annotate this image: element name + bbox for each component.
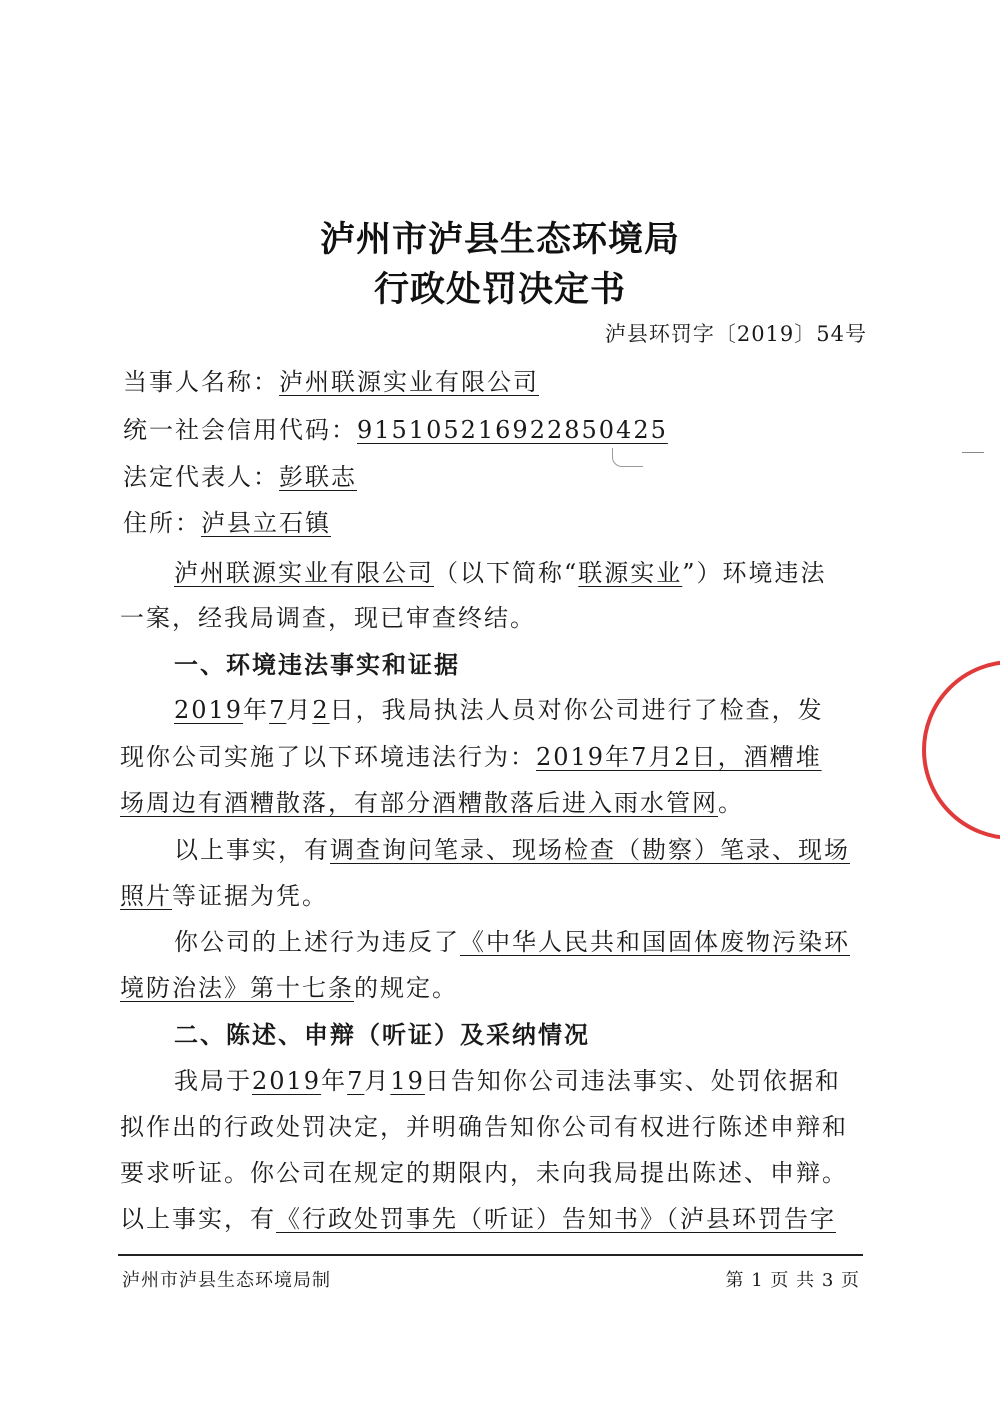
text: 以上事实，有 [120,1205,276,1233]
legal-rep-row [123,457,357,492]
section2-heading: 二、陈述、申辩（听证）及采纳情况 [174,1021,590,1049]
document-number: 泸县环罚字〔2019〕54号 [604,322,867,346]
section1-p2-line1 [174,830,850,865]
address-value: 泸县立石镇 [201,509,331,537]
intro-short-name: 联源实业 [578,559,683,587]
evidence-text: 调查询问笔录、现场检查（勘察）笔录、现场 [330,836,850,864]
credit-code-row [123,410,668,445]
date-day: 19 [390,1067,425,1095]
text: 年 [243,696,270,724]
section2-line1 [174,1061,841,1096]
party-name-value: 泸州联源实业有限公司 [279,368,539,396]
text: 日告知你公司违法事实、处罚依据和 [424,1067,841,1095]
notice-text: 《行政处罚事先（听证）告知书》（泸县环罚告字 [276,1205,836,1233]
date-day: 2 [312,696,330,724]
law-text: 境防治法》第十七条 [120,974,354,1002]
intro-text: （以下简称“ [434,559,579,587]
text: 月 [364,1067,391,1095]
legal-rep-value: 彭联志 [279,463,357,491]
date-month: 7 [347,1067,365,1095]
footer-page-number: 第 1 页 共 3 页 [725,1270,860,1291]
text: 月 [286,696,313,724]
credit-code-label: 统一社会信用代码： [123,416,357,444]
intro-line-2: 一案，经我局调查，现已审查终结。 [120,604,536,632]
footer-issuer: 泸州市泸县生态环境局制 [122,1270,331,1291]
date-year: 2019 [252,1067,322,1095]
text: 以上事实，有 [174,836,330,864]
violation-text: 2019年7月2日，酒糟堆 [536,743,822,771]
party-name-label: 当事人名称： [123,368,279,396]
text: 等证据为凭。 [172,882,328,910]
text: 你公司的上述行为违反了 [174,928,460,956]
section2-line3: 要求听证。你公司在规定的期限内，未向我局提出陈述、申辩。 [120,1159,848,1187]
text: 日，我局执法人员对你公司进行了检查，发 [329,696,824,724]
legal-rep-label: 法定代表人： [123,463,279,491]
section1-p1-line2 [120,737,822,772]
intro-line-1 [174,553,827,588]
text: 的规定。 [354,974,458,1002]
section1-heading: 一、环境违法事实和证据 [174,651,460,679]
section2-line2: 拟作出的行政处罚决定，并明确告知你公司有权进行陈述申辩和 [120,1113,848,1141]
text: 年 [321,1067,348,1095]
text: 。 [718,789,744,817]
address-row [123,503,331,538]
section1-p1-line1 [174,690,824,725]
section1-p3-line1 [174,922,850,957]
official-seal-stamp [922,660,1000,840]
party-name-row [123,362,539,397]
margin-mark [962,452,984,453]
document-title-line2: 行政处罚决定书 [373,270,626,310]
intro-company: 泸州联源实业有限公司 [174,559,434,587]
address-label: 住所： [123,509,201,537]
date-year: 2019 [174,696,244,724]
section1-p3-line2 [120,968,458,1003]
section1-p2-line2 [120,876,328,911]
text: 我局于 [174,1067,252,1095]
date-month: 7 [269,696,287,724]
section1-p1-line3 [120,783,744,818]
violation-text: 场周边有酒糟散落，有部分酒糟散落后进入雨水管网 [120,789,718,817]
pen-mark [612,448,643,467]
credit-code-value: 91510521692285042​5 [357,416,668,444]
section2-line4 [120,1199,836,1234]
footer-divider [118,1254,863,1256]
document-title-line1: 泸州市泸县生态环境局 [319,220,680,260]
law-text: 《中华人民共和国固体废物污染环 [460,928,850,956]
text: 现你公司实施了以下环境违法行为： [120,743,536,771]
evidence-text: 照片 [120,882,172,910]
intro-text: ”）环境违法 [682,559,827,587]
